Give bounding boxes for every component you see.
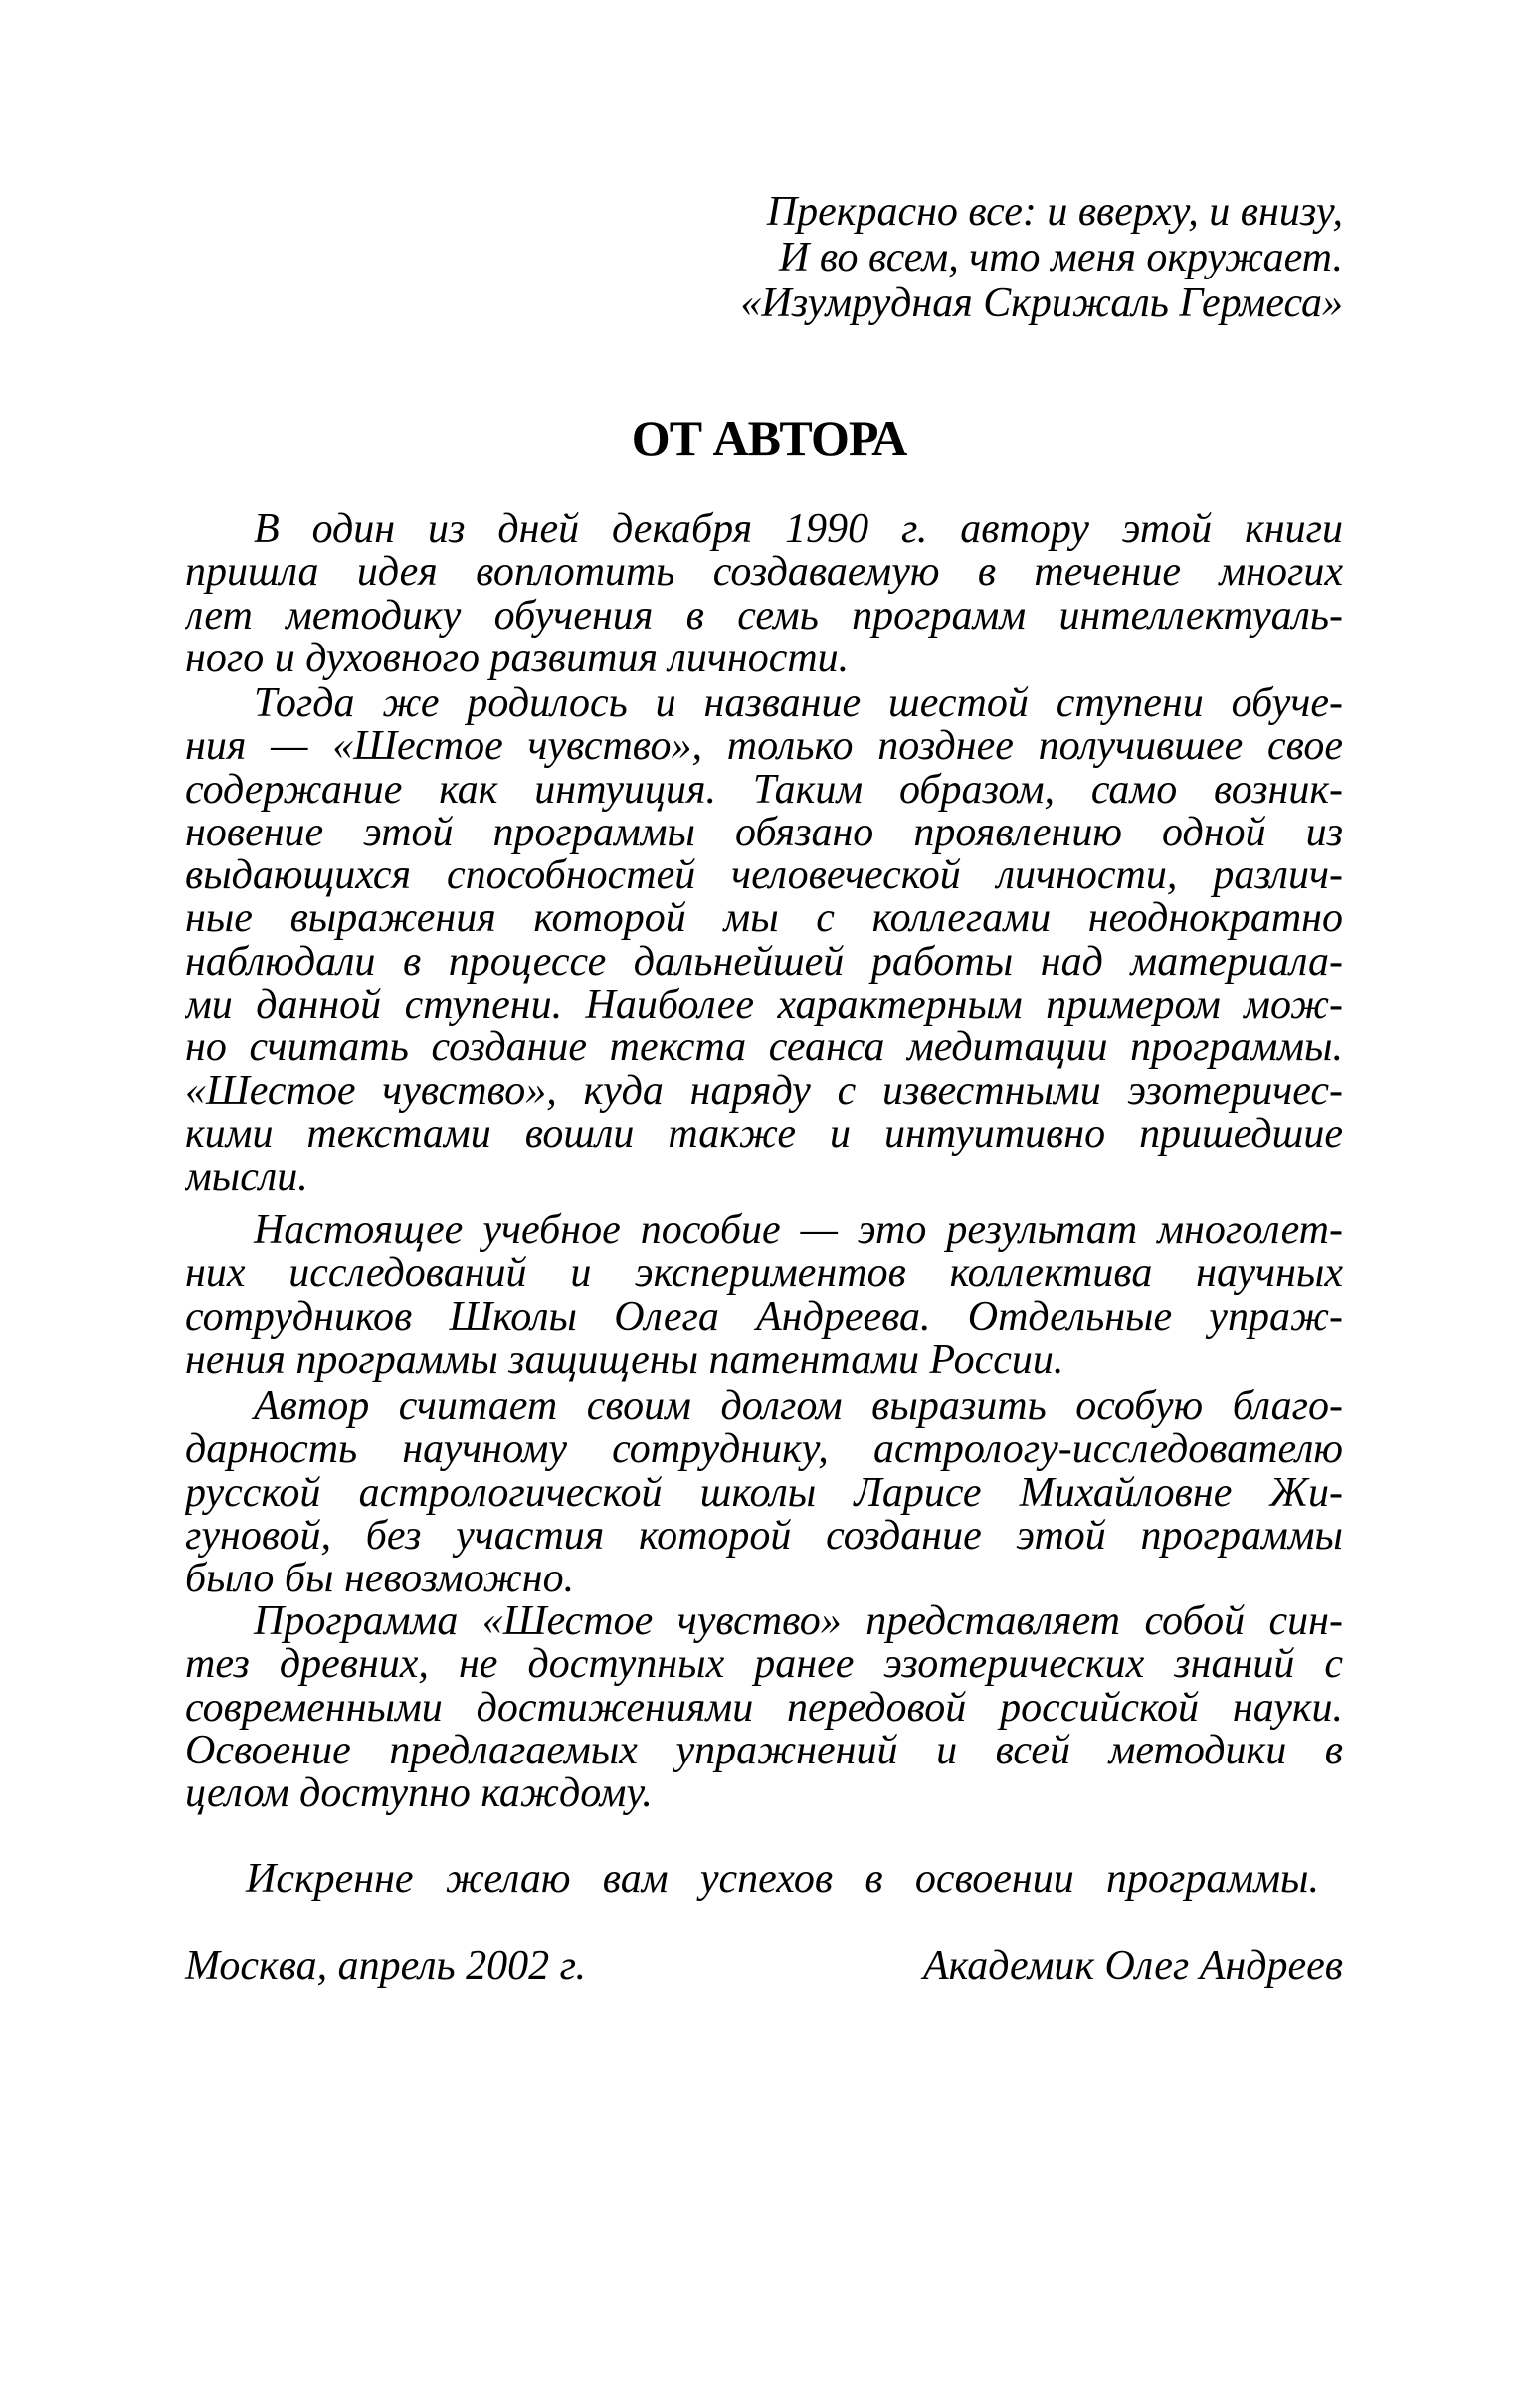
paragraph-line: русской астрологической школы Ларисе Михайловне Жи-: [185, 1471, 1343, 1515]
paragraph-line: Тогда же родилось и название шестой ступени обуче-: [254, 682, 1343, 726]
paragraph-line: гуновой, без участия которой создание этой программы: [185, 1514, 1343, 1559]
paragraph-line: Программа «Шестое чувство» представляет собой син-: [254, 1600, 1343, 1644]
paragraph: [185, 1600, 1343, 1815]
paragraph-line: В один из дней декабря 1990 г. автору этой книги: [254, 508, 1343, 552]
paragraph-line: сотрудников Школы Олега Андреева. Отдельные упраж-: [185, 1295, 1343, 1339]
page-title: ОТ АВТОРА: [631, 410, 907, 465]
paragraph-line: содержание как интуиция. Таким образом, само возник-: [185, 768, 1343, 812]
author-signature: Академик Олег Андреев: [922, 1944, 1343, 1989]
paragraph-line: дарность научному сотруднику, астрологу-исследователю: [185, 1428, 1343, 1472]
paragraph-line: нения программы защищены патентами России.: [185, 1338, 1064, 1383]
paragraph-line: наблюдали в процессе дальнейшей работы над материала-: [185, 940, 1343, 985]
paragraph: [185, 1209, 1343, 1382]
paragraph-line: «Шестое чувство», куда наряду с известными эзотеричес-: [185, 1069, 1343, 1113]
paragraph-line: ния — «Шестое чувство», только позднее получившее свое: [185, 725, 1343, 769]
paragraph: [185, 508, 1343, 680]
paragraph-line: ми данной ступени. Наиболее характерным примером мож-: [185, 984, 1343, 1027]
paragraph-line: ные выражения которой мы с коллегами неоднократно: [185, 897, 1343, 941]
paragraph-line: ного и духовного развития личности.: [185, 637, 850, 681]
epigraph-line: Прекрасно все: и вверху, и внизу,: [766, 189, 1343, 235]
paragraph-line: лет методику обучения в семь программ интеллектуаль-: [185, 594, 1343, 638]
paragraph-line: пришла идея воплотить создаваемую в течение многих: [185, 551, 1343, 595]
epigraph-line: И во всем, что меня окружает.: [779, 235, 1343, 280]
paragraph-line: было бы невозможно.: [185, 1558, 575, 1601]
paragraph: [185, 682, 1343, 1200]
paragraph: [185, 1386, 1343, 1600]
epigraph-source: «Изумрудная Скрижаль Гермеса»: [740, 280, 1343, 326]
paragraph-line: но считать создание текста сеанса медитации программы.: [185, 1026, 1343, 1070]
paragraph-line: Автор считает своим долгом выразить особую благо-: [254, 1386, 1343, 1429]
place-date: Москва, апрель 2002 г.: [185, 1944, 586, 1989]
paragraph-line: выдающихся способностей человеческой личности, различ-: [185, 854, 1343, 898]
paragraph-line: них исследований и экспериментов коллектива научных: [185, 1252, 1343, 1296]
paragraph-line: тез древних, не доступных ранее эзотерических знаний с: [185, 1643, 1343, 1687]
closing-line: Искренне желаю вам успехов в освоении программы.: [246, 1856, 1319, 1902]
paragraph-line: мысли.: [185, 1156, 308, 1200]
paragraph-line: Настоящее учебное пособие — это результат многолет-: [254, 1209, 1343, 1253]
paragraph-line: Освоение предлагаемых упражнений и всей методики в: [185, 1729, 1343, 1773]
paragraph-line: целом доступно каждому.: [185, 1772, 653, 1816]
paragraph-line: новение этой программы обязано проявлению одной из: [185, 811, 1343, 855]
paragraph-line: современными достижениями передовой российской науки.: [185, 1686, 1343, 1730]
epigraph: [740, 189, 1343, 326]
paragraph-line: кими текстами вошли также и интуитивно пришедшие: [185, 1112, 1343, 1157]
